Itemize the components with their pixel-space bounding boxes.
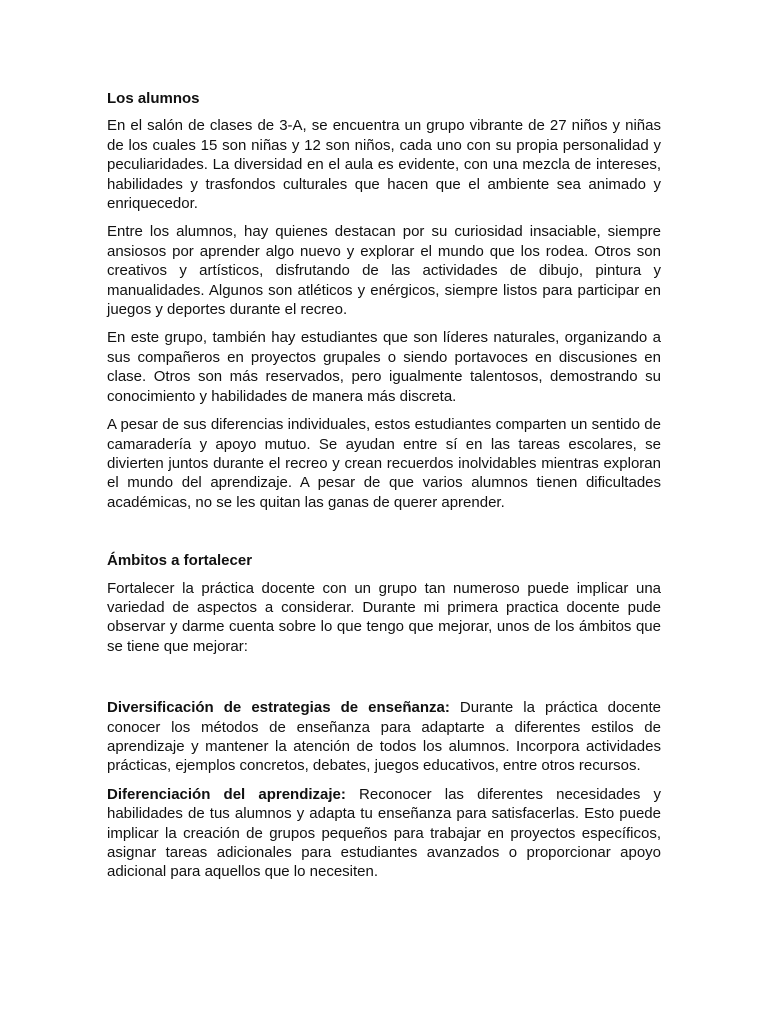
paragraph-4: A pesar de sus diferencias individuales, estos estudiantes comparten un sentido de camaradería y apoyo mutuo. Se ayudan entre sí en las tareas escolares, se divierten juntos durante el recreo y crean recuerdos inolvidables mientras exploran el mundo del aprendizaje. A pesar de que varios alumnos tienen dificultades académicas, no se les quitan las ganas de querer aprender. bbox=[107, 416, 661, 511]
paragraph-1: En el salón de clases de 3-A, se encuentra un grupo vibrante de 27 niños y niñas de los cuales 15 son niñas y 12 son niños, cada uno con su propia personalidad y peculiaridades. La diversidad en el aula es evidente, con una mezcla de intereses, habilidades y trasfondos culturales que hacen que el ambiente sea animado y enriquecedor. bbox=[107, 117, 661, 213]
paragraph-intro: Fortalecer la práctica docente con un grupo tan numeroso puede implicar una variedad de aspectos a considerar. Durante mi primera practica docente pude observar y darme cuenta sobre lo que tengo que mejorar, unos de los ámbitos que se tiene que mejorar: bbox=[107, 579, 661, 655]
term-label: Diversificación de estrategias de enseñanza: bbox=[107, 699, 450, 717]
term-description: Reconocer las diferentes necesidades y habilidades de tus alumnos y adapta tu enseñanza para satisfacerlas. Esto puede implicar la creación de grupos pequeños para trabajar en proyectos específicos, asignar tareas adicionales para estudiantes avanzados o proporcionar apoyo adicional para aquellos que lo necesiten. bbox=[107, 785, 661, 881]
section-heading-ambitos: Ámbitos a fortalecer bbox=[107, 552, 253, 570]
section-heading-los-alumnos: Los alumnos bbox=[107, 90, 200, 107]
blank-line bbox=[107, 665, 661, 698]
term-label: Diferenciación del aprendizaje: bbox=[107, 785, 346, 803]
list-item-diversificacion bbox=[107, 698, 661, 776]
list-item-diferenciacion bbox=[107, 785, 661, 882]
paragraph-3: En este grupo, también hay estudiantes que son líderes naturales, organizando a sus compañeros en proyectos grupales o siendo portavoces en discusiones en clase. Otros son más reservados, pero igualmente talentosos, demostrando su conocimiento y habilidades de manera más discreta. bbox=[107, 329, 661, 405]
term-description: Durante la práctica docente conocer los métodos de enseñanza para adaptarte a diferentes estilos de aprendizaje y mantener la atención de todos los alumnos. Incorpora actividades prácticas, ejemplos concretos, debates, juegos educativos, entre otros recursos. bbox=[107, 699, 661, 775]
blank-line bbox=[107, 521, 661, 551]
document-page bbox=[107, 89, 661, 891]
paragraph-2: Entre los alumnos, hay quienes destacan por su curiosidad insaciable, siempre ansiosos por aprender algo nuevo y explorar el mundo que los rodea. Otros son creativos y artísticos, disfrutando de las actividades de dibujo, pintura y manualidades. Algunos son atléticos y enérgicos, siempre listos para participar en juegos y deportes durante el recreo. bbox=[107, 223, 661, 319]
